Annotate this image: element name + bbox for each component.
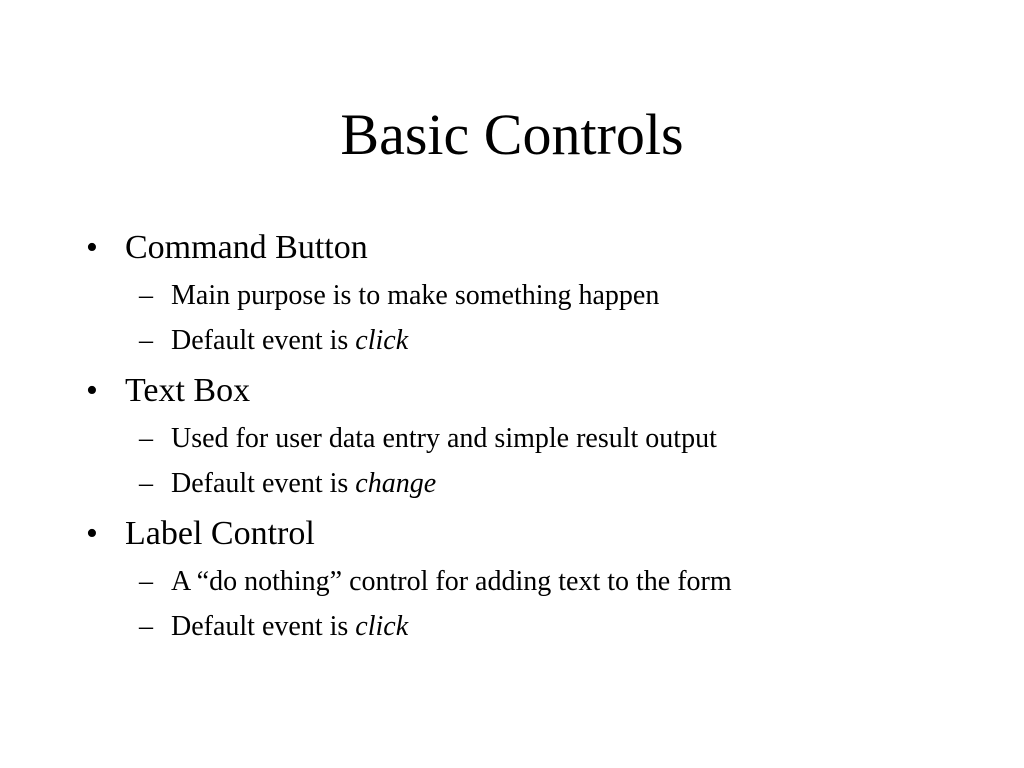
sub-bullet-text <box>171 422 717 456</box>
sub-bullet-marker: – <box>139 611 153 642</box>
sub-bullet-text <box>171 279 659 313</box>
sub-bullet-marker: – <box>139 280 153 311</box>
sub-bullet-marker: – <box>139 468 153 499</box>
sub-bullet-emphasis: click <box>355 611 409 642</box>
slide-title: Basic Controls <box>340 102 684 167</box>
sub-bullet-emphasis: change <box>355 468 437 499</box>
bullet-label: Label Control <box>125 515 315 552</box>
bullet-marker: • <box>86 372 98 409</box>
sub-bullet-emphasis: click <box>355 325 409 356</box>
sub-bullet-marker: – <box>139 566 153 597</box>
sub-bullet-plain-text: Default event is <box>171 611 356 642</box>
sub-bullet-text <box>171 324 408 358</box>
sub-bullet-text <box>171 610 408 644</box>
sub-bullet-marker: – <box>139 423 153 454</box>
sub-bullet-plain-text: Default event is <box>171 468 356 499</box>
sub-bullet-plain-text: Default event is <box>171 325 356 356</box>
bullet-marker: • <box>86 229 98 266</box>
bullet-label: Text Box <box>125 372 251 409</box>
sub-bullet-plain-text: Main purpose is to make something happen <box>171 280 660 311</box>
sub-bullet-text <box>171 467 436 501</box>
sub-bullet-plain-text: A “do nothing” control for adding text to the form <box>171 566 732 597</box>
sub-bullet-marker: – <box>139 325 153 356</box>
sub-bullet-plain-text: Used for user data entry and simple result output <box>171 423 717 454</box>
bullet-label: Command Button <box>125 229 368 266</box>
bullet-marker: • <box>86 515 98 552</box>
sub-bullet-text <box>171 565 732 599</box>
